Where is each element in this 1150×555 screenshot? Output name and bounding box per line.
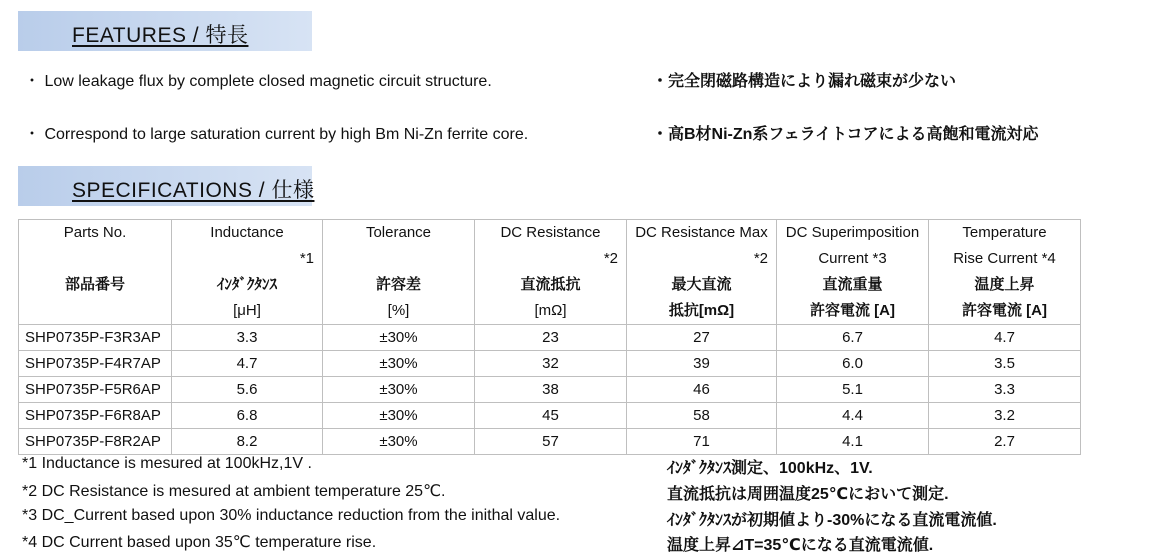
cell-tolerance: ±30% <box>323 325 475 351</box>
header-line <box>19 298 171 324</box>
header-line: 許容電流 [A] <box>810 302 895 319</box>
cell-dc-resistance-max: 39 <box>627 351 777 377</box>
note-3-en: *3 DC_Current based upon 30% inductance reduction from the inithal value. <box>22 507 561 524</box>
cell-inductance: 4.7 <box>172 351 323 377</box>
cell-temperature-rise: 3.5 <box>929 351 1081 377</box>
header-line <box>19 246 171 272</box>
cell-dc-superimposition: 4.4 <box>777 403 929 429</box>
header-inductance <box>172 220 323 325</box>
cell-dc-resistance-max: 27 <box>627 325 777 351</box>
cell-temperature-rise: 3.2 <box>929 403 1081 429</box>
header-line: 直流抵抗 <box>520 276 581 293</box>
cell-dc-superimposition: 6.0 <box>777 351 929 377</box>
cell-inductance: 6.8 <box>172 403 323 429</box>
cell-temperature-rise: 2.7 <box>929 429 1081 455</box>
header-parts-no <box>19 220 172 325</box>
features-title: FEATURES / 特長 <box>72 24 249 47</box>
header-line <box>323 246 474 272</box>
note-4-en: *4 DC Current based upon 35℃ temperature rise. <box>22 534 377 551</box>
specifications-title: SPECIFICATIONS / 仕様 <box>72 179 315 202</box>
cell-dc-resistance-max: 58 <box>627 403 777 429</box>
cell-part-number: SHP0735P-F6R8AP <box>19 403 172 429</box>
cell-part-number: SHP0735P-F8R2AP <box>19 429 172 455</box>
cell-dc-superimposition: 6.7 <box>777 325 929 351</box>
header-temperature-rise <box>929 220 1081 325</box>
cell-dc-resistance: 23 <box>475 325 627 351</box>
feature-2-jp: ・高B材Ni-Zn系フェライトコアによる高飽和電流対応 <box>652 126 1039 143</box>
cell-dc-resistance: 32 <box>475 351 627 377</box>
header-line: Parts No. <box>63 224 127 241</box>
header-line: *2 <box>753 250 768 267</box>
header-line: 許容差 <box>375 276 421 293</box>
header-line: 温度上昇 <box>974 276 1035 293</box>
header-line: 部品番号 <box>64 276 125 293</box>
header-line: DC Resistance Max <box>635 224 768 241</box>
cell-dc-resistance-max: 71 <box>627 429 777 455</box>
feature-1-jp: ・完全閉磁路構造により漏れ磁束が少ない <box>652 73 957 90</box>
table-row <box>19 429 1081 455</box>
cell-part-number: SHP0735P-F4R7AP <box>19 351 172 377</box>
header-line: *1 <box>299 250 314 267</box>
note-2-en: *2 DC Resistance is mesured at ambient temperature 25℃. <box>22 483 446 500</box>
cell-temperature-rise: 3.3 <box>929 377 1081 403</box>
note-4-jp: 温度上昇⊿T=35℃になる直流電流値. <box>667 537 934 554</box>
cell-dc-resistance: 38 <box>475 377 627 403</box>
note-1-jp: ｲﾝﾀﾞｸﾀﾝｽ測定、100kHz、1V. <box>667 460 873 477</box>
table-row <box>19 325 1081 351</box>
header-line: [mΩ] <box>534 302 567 319</box>
header-dc-resistance-max <box>627 220 777 325</box>
table-header-row <box>19 220 1081 325</box>
cell-dc-resistance-max: 46 <box>627 377 777 403</box>
header-line: [μH] <box>233 302 261 319</box>
header-line: DC Resistance <box>500 224 601 241</box>
specifications-header <box>18 166 315 206</box>
table-row <box>19 377 1081 403</box>
header-line: Rise Current *4 <box>953 250 1056 267</box>
header-line: Inductance <box>210 224 284 241</box>
header-line: Current *3 <box>818 250 887 267</box>
header-line: 最大直流 <box>671 276 732 293</box>
cell-tolerance: ±30% <box>323 377 475 403</box>
cell-temperature-rise: 4.7 <box>929 325 1081 351</box>
cell-inductance: 5.6 <box>172 377 323 403</box>
note-3-jp: ｲﾝﾀﾞｸﾀﾝｽが初期値より-30%になる直流電流値. <box>667 512 997 529</box>
feature-2-en: ・ Correspond to large saturation current by high Bm Ni-Zn ferrite core. <box>24 126 529 143</box>
cell-inductance: 3.3 <box>172 325 323 351</box>
specifications-table <box>18 219 1081 455</box>
cell-part-number: SHP0735P-F5R6AP <box>19 377 172 403</box>
table-row <box>19 351 1081 377</box>
header-line: 抵抗[mΩ] <box>668 302 735 319</box>
cell-tolerance: ±30% <box>323 351 475 377</box>
header-line: 許容電流 [A] <box>962 302 1047 319</box>
header-line: ｲﾝﾀﾞｸﾀﾝｽ <box>216 276 277 293</box>
header-dc-superimposition <box>777 220 929 325</box>
cell-tolerance: ±30% <box>323 429 475 455</box>
cell-tolerance: ±30% <box>323 403 475 429</box>
cell-dc-resistance: 45 <box>475 403 627 429</box>
header-line: 直流重量 <box>822 276 883 293</box>
header-line: DC Superimposition <box>785 224 920 241</box>
header-line: Temperature <box>962 224 1047 241</box>
header-dc-resistance <box>475 220 627 325</box>
header-line: [%] <box>387 302 410 319</box>
header-tolerance <box>323 220 475 325</box>
note-1-en: *1 Inductance is mesured at 100kHz,1V . <box>22 455 312 472</box>
cell-dc-superimposition: 5.1 <box>777 377 929 403</box>
note-2-jp: 直流抵抗は周囲温度25℃において測定. <box>667 486 949 503</box>
cell-dc-superimposition: 4.1 <box>777 429 929 455</box>
header-line: *2 <box>603 250 618 267</box>
cell-inductance: 8.2 <box>172 429 323 455</box>
cell-dc-resistance: 57 <box>475 429 627 455</box>
features-header <box>18 11 312 51</box>
cell-part-number: SHP0735P-F3R3AP <box>19 325 172 351</box>
header-line: Tolerance <box>365 224 432 241</box>
table-row <box>19 403 1081 429</box>
feature-1-en: ・ Low leakage flux by complete closed magnetic circuit structure. <box>24 73 492 90</box>
